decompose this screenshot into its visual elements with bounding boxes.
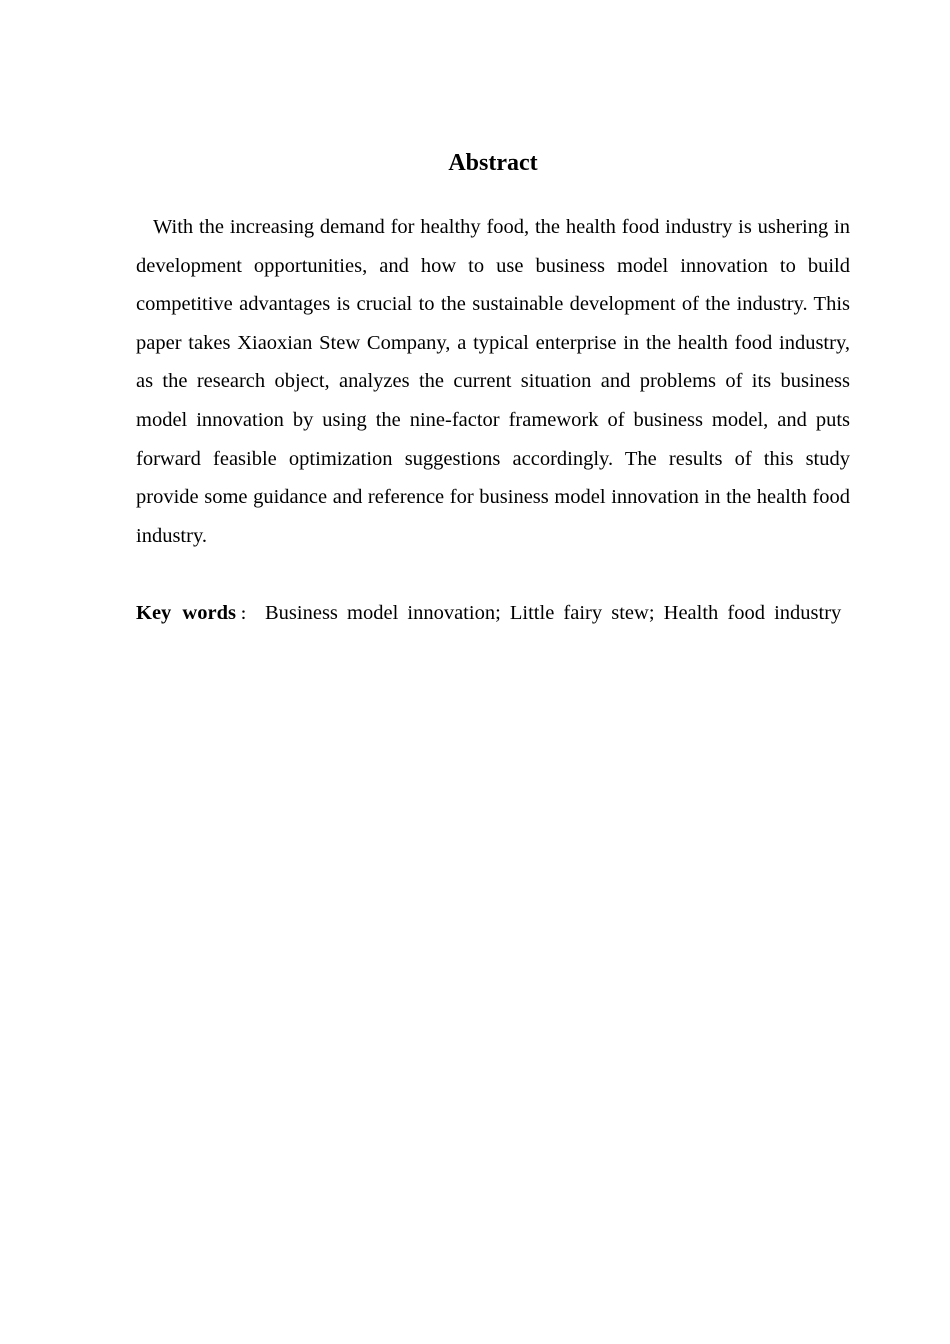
keywords-colon: ： (239, 607, 255, 624)
keywords-label-group (136, 594, 265, 635)
abstract-title: Abstract (448, 150, 538, 176)
keywords-label: Key words (136, 602, 236, 625)
keywords-values: Business model innovation; Little fairy stew; Health food industry (265, 602, 842, 625)
abstract-section (136, 146, 850, 635)
abstract-paragraph: With the increasing demand for healthy food, the health food industry is ushering in development opportunities, and how to use business model innovation to build competitive advantages is crucial to the sustainable development of the industry. This paper takes Xiaoxian Stew Company, a typical enterprise in the health food industry, as the research object, analyzes the current situation and problems of its business model innovation by using the nine-factor framework of business model, and puts forward feasible optimization suggestions accordingly. The results of this study provide some guidance and reference for business model innovation in the health food industry. (136, 216, 850, 547)
keywords-row (136, 594, 850, 635)
